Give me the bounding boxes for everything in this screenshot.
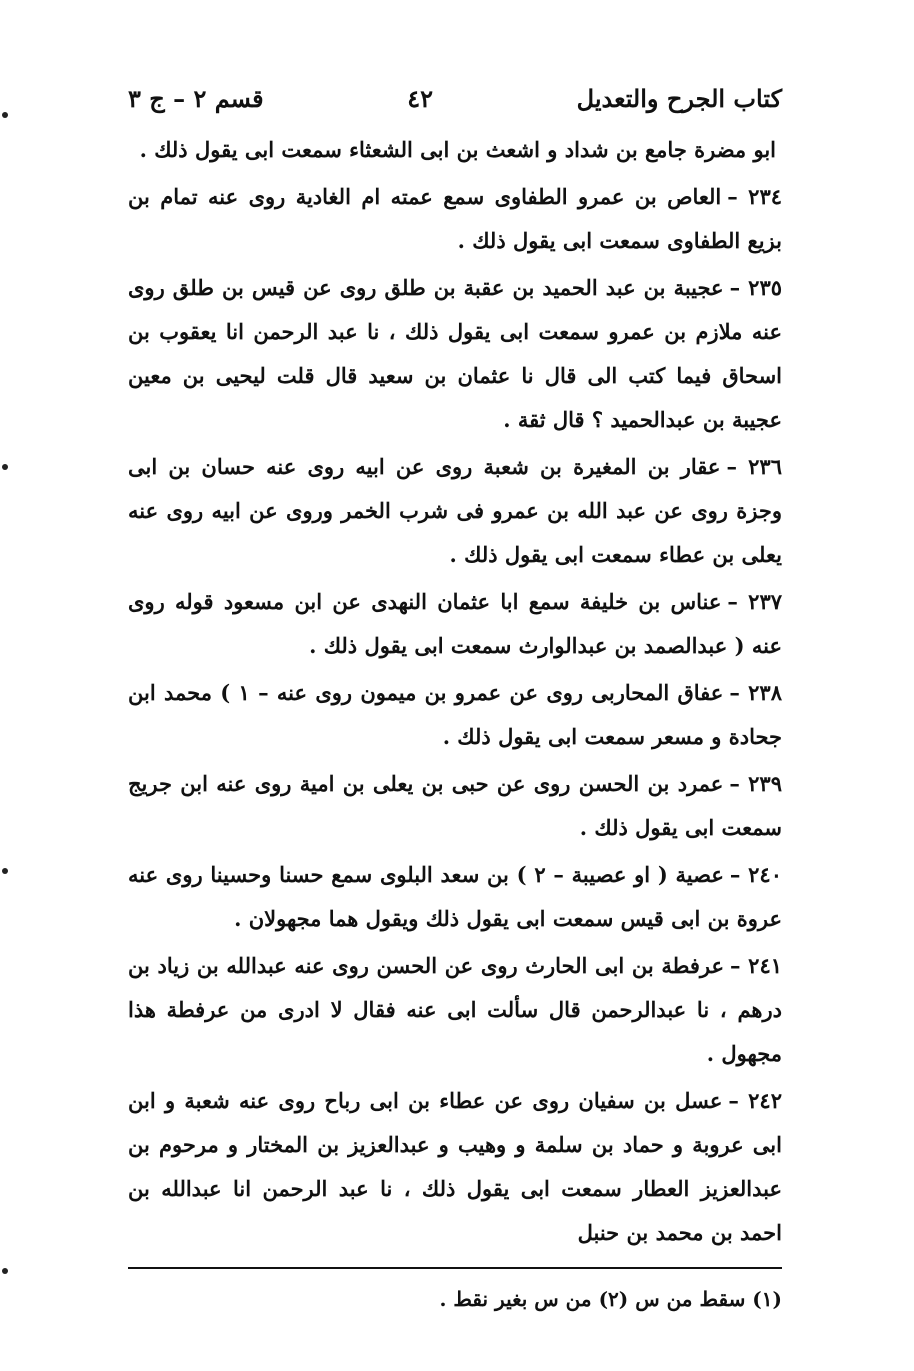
- entry-text: عرفطة بن ابى الحارث روى عن الحسن روى عنه عبدالله بن زياد بن درهم ، نا عبدالرحمن قال سألت ابى عنه فقال لا ادرى من عرفطة هذا مجهول .: [128, 953, 782, 1066]
- entry-text: عمرد بن الحسن روى عن حبى بن يعلى بن امية روى عنه ابن جريج سمعت ابى يقول ذلك .: [128, 771, 782, 840]
- footnote: (١) سقط من س (٢) من س بغير نقط .: [439, 1287, 782, 1311]
- entry-paragraph: [128, 671, 782, 759]
- book-title: كتاب الجرح والتعديل: [576, 84, 782, 113]
- entry-paragraph: [128, 853, 782, 941]
- entry-text: عصية ( او عصيبة – ٢ ) بن سعد البلوى سمع حسنا وحسينا روى عنه عروة بن ابى قيس سمعت ابى يقول ذلك ويقول هما مجهولان .: [128, 862, 782, 931]
- page-number: ٤٢: [407, 84, 433, 113]
- entry-paragraph: [128, 445, 782, 577]
- margin-mark: [2, 464, 8, 470]
- entry-number: ٢٣٦ –: [726, 454, 782, 479]
- entry-paragraph: [128, 266, 782, 442]
- entry-number: ٢٤١ –: [730, 953, 783, 978]
- entry-paragraph: [128, 128, 782, 172]
- entry-number: ٢٣٧ –: [727, 589, 783, 614]
- entry-paragraph: [128, 1079, 782, 1255]
- margin-mark: [2, 112, 8, 118]
- entry-paragraph: [128, 944, 782, 1076]
- entry-text: عفاق المحاربى روى عن عمرو بن ميمون روى عنه – ١ ) محمد ابن جحادة و مسعر سمعت ابى يقول ذلك .: [128, 680, 782, 749]
- entry-text: ابو مضرة جامع بن شداد و اشعث بن ابى الشعثاء سمعت ابى يقول ذلك .: [139, 137, 776, 162]
- entry-paragraph: [128, 175, 782, 263]
- entry-number: ٢٣٩ –: [729, 771, 782, 796]
- volume-part: قسم ٢ – ج ٣: [128, 84, 264, 113]
- entry-number: ٢٤٢ –: [728, 1088, 782, 1113]
- entry-number: ٢٣٥ –: [729, 275, 783, 300]
- entry-text: العاص بن عمرو الطفاوى سمع عمته ام الغادية روى عنه تمام بن بزيع الطفاوى سمعت ابى يقول ذلك .: [128, 184, 782, 253]
- entry-number: ٢٤٠ –: [729, 862, 782, 887]
- entry-text: عسل بن سفيان روى عن عطاء بن ابى رباح روى عنه شعبة و ابن ابى عروبة و حماد بن سلمة و وهيب و عبدالعزيز بن المختار و مرحوم بن عبدالعزيز العطار سمعت ابى يقول ذلك ، نا عبد الرحمن انا عبدالله بن احمد بن محمد بن حنبل: [128, 1088, 782, 1245]
- running-header: [128, 84, 782, 124]
- margin-mark: [2, 868, 8, 874]
- entry-paragraph: [128, 580, 782, 668]
- entries: [128, 128, 782, 1255]
- entry-text: عناس بن خليفة سمع ابا عثمان النهدى عن ابن مسعود قوله روى عنه ( عبدالصمد بن عبدالوارث سمعت ابى يقول ذلك .: [128, 589, 782, 658]
- entry-number: ٢٣٤ –: [727, 184, 783, 209]
- footnote-divider: [128, 1267, 782, 1269]
- document-page: [128, 84, 782, 1319]
- entry-number: ٢٣٨ –: [729, 680, 782, 705]
- entry-paragraph: [128, 762, 782, 850]
- entry-text: عجيبة بن عبد الحميد بن عقبة بن طلق روى عن قيس بن طلق روى عنه ملازم بن عمرو سمعت ابى يقول ذلك ، نا عبد الرحمن انا يعقوب بن اسحاق فيما كتب الى قال نا عثمان بن سعيد قال قلت ليحيى بن معين عجيبة بن عبدالحميد ؟ قال ثقة .: [128, 275, 782, 432]
- entry-text: عقار بن المغيرة بن شعبة روى عن ابيه روى عنه حسان بن ابى وجزة روى عن عبد الله بن عمرو فى شرب الخمر وروى عن ابيه روى عنه يعلى بن عطاء سمعت ابى يقول ذلك .: [128, 454, 782, 567]
- margin-mark: [2, 1268, 8, 1274]
